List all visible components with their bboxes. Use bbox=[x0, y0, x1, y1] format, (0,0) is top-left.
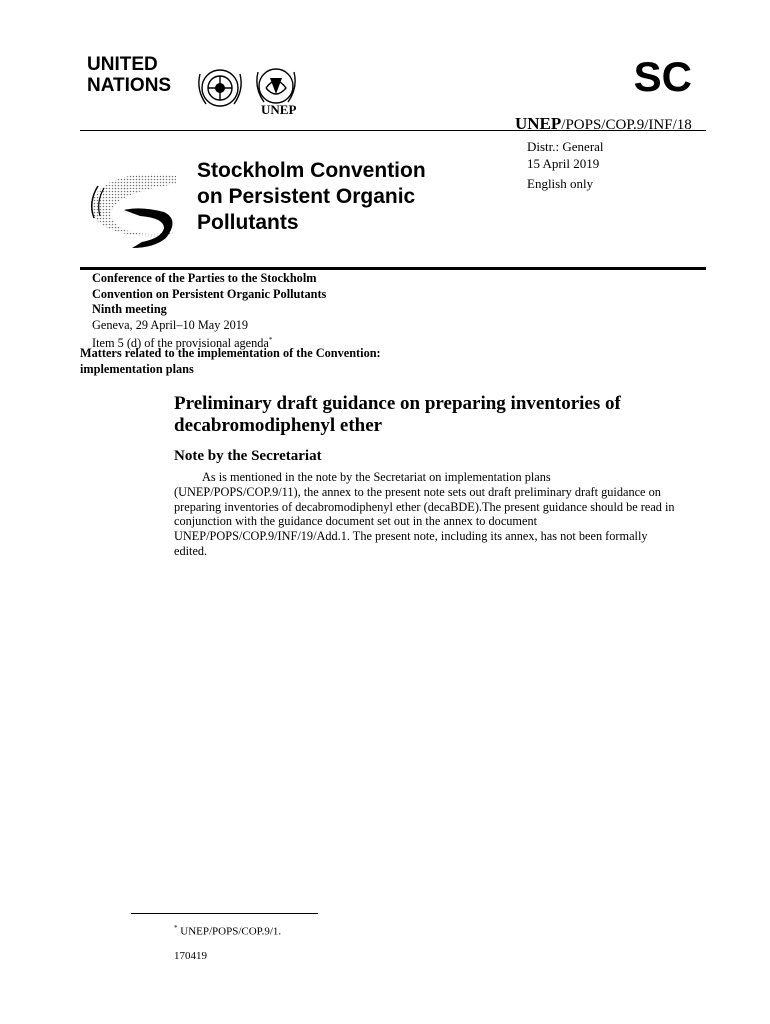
org-name-line1: UNITED bbox=[87, 54, 158, 75]
unep-label: UNEP bbox=[261, 102, 297, 117]
footnote-mark: * bbox=[174, 924, 178, 932]
paragraph-line5: UNEP/POPS/COP.9/INF/19/Add.1. The present note, including its annex, has not been formally bbox=[174, 529, 648, 544]
matter-heading bbox=[80, 346, 381, 377]
footnote bbox=[174, 924, 281, 938]
agenda-item-text: Item 5 (d) of the provisional agenda bbox=[92, 336, 269, 351]
distribution: Distr.: General bbox=[527, 139, 604, 154]
document-title-line1: Preliminary draft guidance on preparing inventories of bbox=[174, 393, 621, 414]
meeting-place-date: Geneva, 29 April–10 May 2019 bbox=[92, 317, 249, 332]
paragraph-line2: (UNEP/POPS/COP.9/11), the annex to the present note sets out draft preliminary draft guidance on bbox=[174, 484, 661, 499]
symbol-rest: /POPS/COP.9/INF/18 bbox=[561, 117, 692, 133]
matter-line2: implementation plans bbox=[80, 361, 194, 376]
issue-date: 15 April 2019 bbox=[527, 156, 600, 171]
stockholm-convention-logo-icon bbox=[84, 166, 184, 250]
paragraph-line6: edited. bbox=[174, 543, 208, 558]
series-mark: SC bbox=[633, 53, 692, 100]
meeting-body-line2: Convention on Persistent Organic Pollutants bbox=[92, 286, 327, 301]
distribution-block bbox=[527, 138, 604, 172]
symbol-prefix: UNEP bbox=[515, 114, 562, 133]
document-symbol bbox=[515, 114, 692, 134]
convention-title-line3: Pollutants bbox=[197, 211, 299, 234]
convention-title bbox=[197, 158, 426, 236]
section-divider bbox=[80, 267, 706, 270]
document-title-line2: decabromodiphenyl ether bbox=[174, 415, 383, 436]
convention-title-line1: Stockholm Convention bbox=[197, 159, 426, 182]
agenda-footnote-mark: * bbox=[268, 336, 273, 344]
meeting-session: Ninth meeting bbox=[92, 302, 167, 316]
footnote-text: UNEP/POPS/COP.9/1. bbox=[177, 925, 282, 938]
meeting-block bbox=[92, 271, 326, 352]
org-name-line2: NATIONS bbox=[87, 75, 172, 96]
meeting-body-line1: Conference of the Parties to the Stockholm bbox=[92, 271, 317, 285]
note-heading: Note by the Secretariat bbox=[174, 448, 322, 464]
org-name bbox=[87, 54, 171, 96]
paragraph-line4: conjunction with the guidance document set out in the annex to document bbox=[174, 514, 538, 529]
paragraph-line3: preparing inventories of decabromodiphenyl ether (decaBDE).The present guidance should be read in bbox=[174, 499, 675, 514]
paragraph-line1: As is mentioned in the note by the Secretariat on implementation plans bbox=[202, 470, 551, 484]
convention-title-line2: on Persistent Organic bbox=[197, 185, 416, 208]
footnote-divider bbox=[131, 913, 318, 914]
job-number: 170419 bbox=[174, 950, 207, 962]
matter-line1: Matters related to the implementation of the Convention: bbox=[80, 346, 381, 360]
language: English only bbox=[527, 176, 594, 191]
body-paragraph bbox=[174, 470, 694, 559]
document-title bbox=[174, 393, 644, 437]
